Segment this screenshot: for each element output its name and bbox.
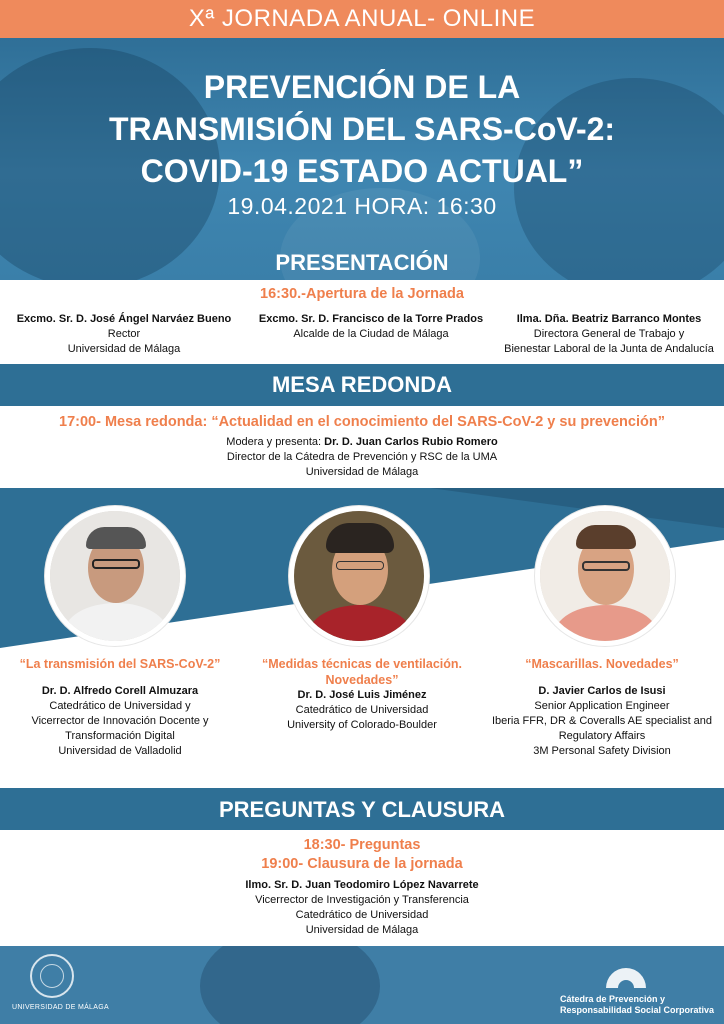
title-line: TRANSMISIÓN DEL SARS-CoV-2: xyxy=(108,111,616,147)
moderator-prefix: Modera y presenta: xyxy=(226,436,325,448)
presenter-org: Bienestar Laboral de la Junta de Andalucía xyxy=(504,343,714,355)
speaker-name: D. Javier Carlos de Isusi xyxy=(538,685,666,697)
speaker-photo-3 xyxy=(535,506,675,646)
mesa-band xyxy=(0,364,724,406)
talk-title: “La transmisión del SARS-CoV-2” xyxy=(19,657,221,671)
moderator xyxy=(0,435,724,480)
presenter-name: Excmo. Sr. D. José Ángel Narváez Bueno xyxy=(16,313,232,325)
presenter-role: Rector xyxy=(107,328,141,340)
speaker-role: Senior Application Engineer xyxy=(534,700,670,712)
speaker-role: Catedrático de Universidad xyxy=(295,704,429,716)
speaker-1 xyxy=(0,656,240,759)
clausura-band xyxy=(0,788,724,830)
speaker-org: Universidad de Valladolid xyxy=(58,745,182,757)
title-line: PREVENCIÓN DE LA xyxy=(203,69,521,105)
hero-header xyxy=(0,38,724,280)
speaker-org: University of Colorado-Boulder xyxy=(287,719,437,731)
title-line: COVID-19 ESTADO ACTUAL” xyxy=(140,153,584,189)
presenter-name: Ilma. Dña. Beatriz Barranco Montes xyxy=(516,313,702,325)
questions-time: 18:30- Preguntas xyxy=(303,837,421,853)
presenter-role: Alcalde de la Ciudad de Málaga xyxy=(293,328,449,340)
closing-speaker xyxy=(0,878,724,938)
speaker-photo-2 xyxy=(289,506,429,646)
presenter-org: Universidad de Málaga xyxy=(67,343,181,355)
speaker-org: 3M Personal Safety Division xyxy=(533,745,671,757)
closing-name: Ilmo. Sr. D. Juan Teodomiro López Navarrete xyxy=(245,879,479,891)
presenter-2 xyxy=(246,312,496,342)
mesa-time: 17:00- Mesa redonda: “Actualidad en el conocimiento del SARS-CoV-2 y su prevención” xyxy=(59,414,665,430)
page-title xyxy=(0,66,724,192)
catedra-line: Responsabilidad Social Corporativa xyxy=(560,1005,715,1015)
presenter-1 xyxy=(4,312,244,357)
presenter-name: Excmo. Sr. D. Francisco de la Torre Prados xyxy=(258,313,484,325)
speakers-section xyxy=(0,488,724,788)
talk-title: “Medidas técnicas de ventilación. xyxy=(261,657,463,671)
closing-org: Universidad de Málaga xyxy=(305,924,419,936)
speaker-role: Transformación Digital xyxy=(65,730,175,742)
presentacion-heading: PRESENTACIÓN xyxy=(275,250,449,275)
footer xyxy=(0,946,724,1024)
clausura-section xyxy=(0,830,724,946)
mesa-heading: MESA REDONDA xyxy=(271,372,453,397)
university-seal-icon xyxy=(30,954,74,998)
closing-role: Vicerrector de Investigación y Transferencia xyxy=(255,894,469,906)
talk-title-cont: Novedades” xyxy=(325,673,399,687)
speaker-name: Dr. D. José Luis Jiménez xyxy=(297,689,427,701)
closing-role: Catedrático de Universidad xyxy=(295,909,429,921)
university-label: UNIVERSIDAD DE MÁLAGA xyxy=(12,1004,109,1011)
closing-time: 19:00- Clausura de la jornada xyxy=(261,856,463,872)
background-texture xyxy=(200,946,380,1024)
presenter-3 xyxy=(498,312,720,357)
speaker-3 xyxy=(482,656,722,759)
mesa-section xyxy=(0,406,724,488)
speaker-role: Iberia FFR, DR & Coveralls AE specialist and xyxy=(491,715,713,727)
speaker-role: Vicerrector de Innovación Docente y xyxy=(31,715,209,727)
speaker-name: Dr. D. Alfredo Corell Almuzara xyxy=(41,685,199,697)
talk-title: “Mascarillas. Novedades” xyxy=(525,657,679,671)
clausura-times xyxy=(0,836,724,874)
speaker-photo-1 xyxy=(45,506,185,646)
moderator-role: Director de la Cátedra de Prevención y RSC de la UMA xyxy=(226,451,498,463)
catedra-name xyxy=(560,994,720,1016)
catedra-logo-icon xyxy=(604,960,648,988)
catedra-line: Cátedra de Prevención y xyxy=(560,994,666,1004)
moderator-org: Universidad de Málaga xyxy=(305,466,419,478)
clausura-heading: PREGUNTAS Y CLAUSURA xyxy=(218,797,506,822)
speaker-role: Catedrático de Universidad y xyxy=(49,700,191,712)
moderator-name: Dr. D. Juan Carlos Rubio Romero xyxy=(324,436,498,448)
presenter-role: Directora General de Trabajo y xyxy=(533,328,685,340)
presentacion-section xyxy=(0,280,724,364)
speaker-role: Regulatory Affairs xyxy=(558,730,646,742)
event-banner: Xª JORNADA ANUAL- ONLINE xyxy=(0,0,724,38)
speaker-2 xyxy=(242,656,482,733)
event-datetime: 19.04.2021 HORA: 16:30 xyxy=(227,193,497,219)
opening-time: 16:30.-Apertura de la Jornada xyxy=(260,286,464,302)
